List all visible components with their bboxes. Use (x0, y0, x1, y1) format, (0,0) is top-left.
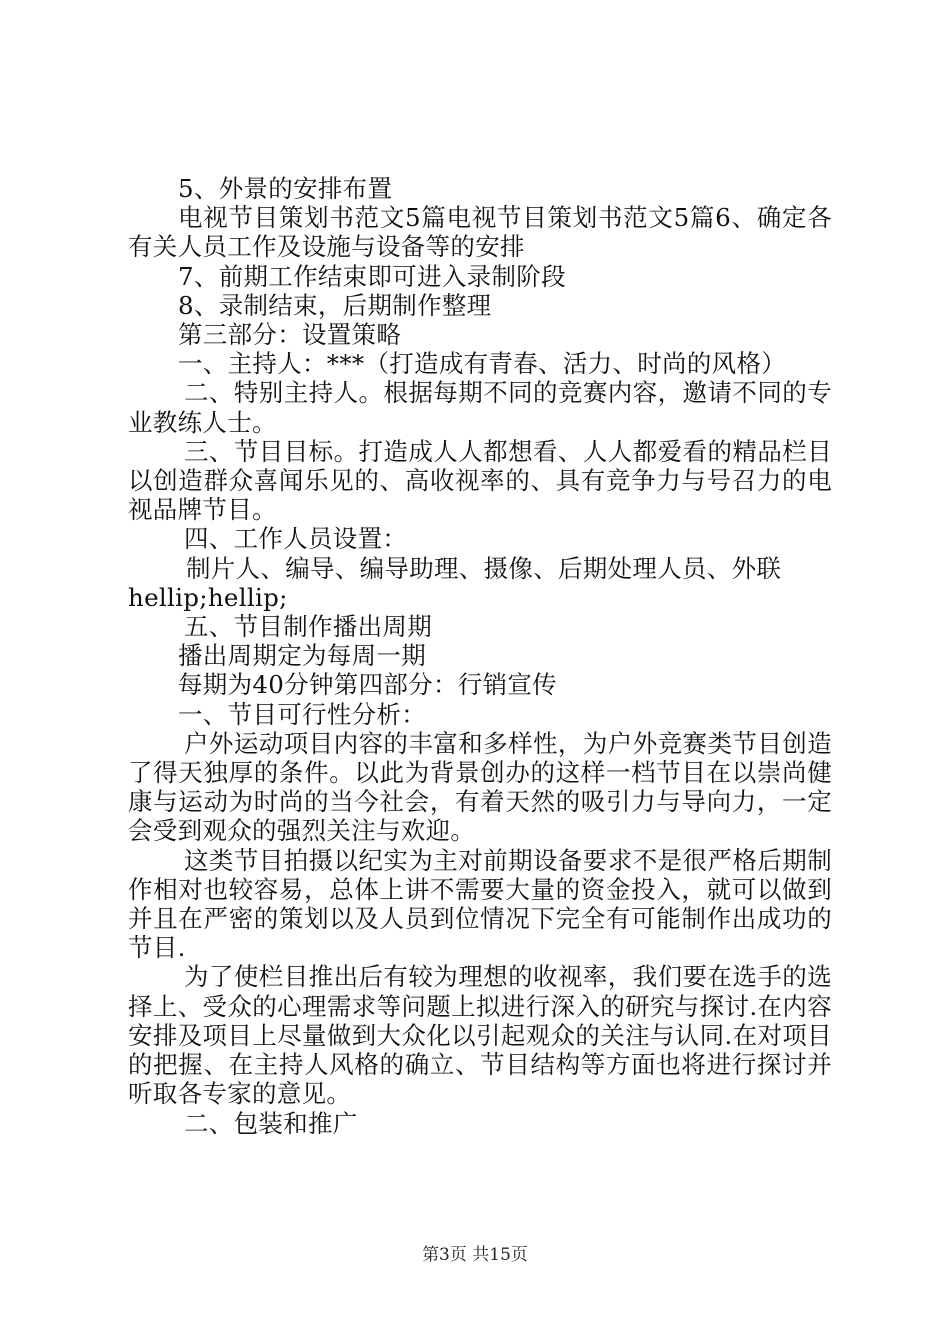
paragraph: 播出周期定为每周一期 (178, 641, 426, 671)
paragraph: 一、主持人：***（打造成有青春、活力、时尚的风格） (178, 349, 787, 379)
paragraph: 5、外景的安排布置 (178, 174, 393, 203)
paragraph: 电视节目策划书范文5篇电视节目策划书范文5篇6、确定各有关人员工作及设施与设备等的安排 (128, 203, 832, 262)
paragraph: 7、前期工作结束即可进入录制阶段 (178, 261, 566, 291)
section-heading: 第三部分：设置策略 (178, 320, 402, 350)
paragraph: 这类节目拍摄以纪实为主对前期设备要求不是很严格后期制作相对也较容易，总体上讲不需要大量的资金投入，就可以做到并且在严密的策划以及人员到位情况下完全有可能制作出成功的节目. (128, 845, 832, 963)
page-footer (0, 1240, 950, 1265)
paragraph: 8、录制结束，后期制作整理 (178, 290, 492, 320)
paragraph: 三、节目目标。打造成人人都想看、人人都爱看的精品栏目以创造群众喜闻乐见的、高收视率的、具有竞争力与号召力的电视品牌节目。 (128, 436, 832, 525)
paragraph: hellip;hellip; (128, 582, 288, 612)
paragraph: 为了使栏目推出后有较为理想的收视率，我们要在选手的选择上、受众的心理需求等问题上拟进行深入的研究与探讨.在内容安排及项目上尽量做到大众化以引起观众的关注与认同.在对项目的把握、在主持人风格的确立、节目结构等方面也将进行探讨并听取各专家的意见。 (128, 962, 832, 1109)
paragraph: 二、包装和推广 (184, 1108, 358, 1138)
paragraph: 每期为40分钟第四部分：行销宣传 (178, 670, 557, 700)
document-body (128, 174, 832, 1138)
paragraph: 一、节目可行性分析： (178, 699, 426, 729)
page-number-label: 第3页 共15页 (422, 1245, 528, 1265)
paragraph: 五、节目制作播出周期 (184, 612, 432, 642)
paragraph: 制片人、编导、编导助理、摄像、后期处理人员、外联 (186, 553, 782, 583)
paragraph: 户外运动项目内容的丰富和多样性，为户外竞赛类节目创造了得天独厚的条件。以此为背景创办的这样一档节目在以崇尚健康与运动为时尚的当今社会，有着天然的吸引力与导向力，一定会受到观众的强烈关注与欢迎。 (128, 728, 832, 846)
paragraph: 四、工作人员设置： (184, 524, 408, 554)
paragraph: 二、特别主持人。根据每期不同的竞赛内容，邀请不同的专业教练人士。 (128, 378, 832, 437)
